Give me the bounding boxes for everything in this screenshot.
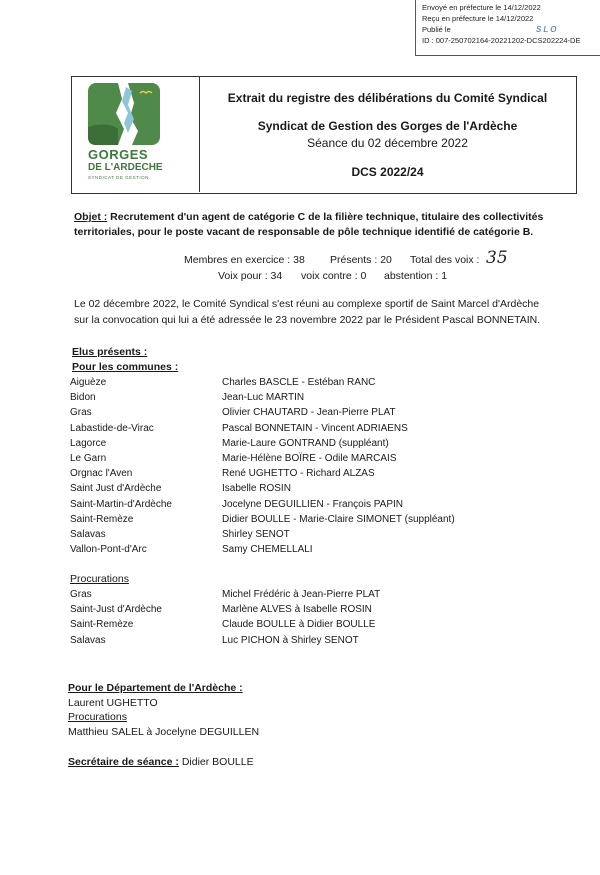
total-voix-value: 35 bbox=[486, 248, 508, 268]
header-box bbox=[71, 76, 577, 194]
presents-count: Présents : 20 bbox=[330, 254, 392, 266]
row-names: Pascal BONNETAIN - Vincent ADRIAENS bbox=[222, 422, 408, 434]
row-names: Luc PICHON à Shirley SENOT bbox=[222, 634, 359, 646]
secretaire-line bbox=[68, 756, 254, 768]
total-voix-label: Total des voix : bbox=[410, 254, 480, 266]
row-commune: Saint-Remèze bbox=[70, 513, 134, 525]
row-names: Charles BASCLE - Estéban RANC bbox=[222, 377, 376, 388]
row-commune: Labastide-de-Virac bbox=[70, 422, 154, 434]
departement-member: Laurent UGHETTO bbox=[68, 697, 158, 709]
row-commune: Salavas bbox=[70, 634, 106, 646]
abstention: abstention : 1 bbox=[384, 270, 448, 282]
row-commune: Lagorce bbox=[70, 437, 107, 449]
row-names: Jean-Luc MARTIN bbox=[222, 392, 305, 404]
register-title: Extrait du registre des délibérations du Comité Syndical bbox=[227, 91, 548, 105]
procurations-heading: Procurations bbox=[70, 573, 129, 585]
row-commune: Gras bbox=[70, 407, 92, 419]
stamp-id: ID : 007-250702164-20221202-DCS202224-DE bbox=[422, 36, 581, 45]
departement-proc: Matthieu SALEL à Jocelyne DEGUILLEN bbox=[68, 726, 260, 738]
elus-heading: Elus présents : bbox=[72, 346, 148, 358]
logo-tagline: SYNDICAT DE GESTION bbox=[88, 175, 149, 180]
row-names: Isabelle ROSIN bbox=[222, 483, 291, 495]
org-name: Syndicat de Gestion des Gorges de l'Ardèche bbox=[257, 119, 518, 133]
stamp-published: Publié le bbox=[422, 25, 451, 34]
secretaire-name: Didier BOULLE bbox=[181, 756, 254, 768]
logo-name-1: GORGES bbox=[88, 147, 149, 162]
row-commune: Saint-Just d'Ardèche bbox=[70, 604, 162, 616]
objet-text: Recrutement d'un agent de catégorie C de la filière technique, titulaire des collectivités territoriales, pour le poste vacant de responsable de pôle technique identifié de catégorie B. bbox=[74, 211, 544, 238]
intro-line-2: sur la convocation qui lui a été adressée le 23 novembre 2022 par le Président Pascal BONNETAIN. bbox=[74, 314, 541, 326]
row-names: Didier BOULLE - Marie-Claire SIMONET (suppléant) bbox=[222, 513, 455, 525]
row-names: René UGHETTO - Richard ALZAS bbox=[222, 468, 375, 480]
row-names: Marie-Hélène BOÏRE - Odile MARCAIS bbox=[222, 453, 397, 464]
row-names: Marlène ALVES à Isabelle ROSIN bbox=[222, 604, 372, 616]
objet-label: Objet : bbox=[74, 211, 108, 223]
row-commune: Bidon bbox=[70, 392, 96, 404]
communes-heading: Pour les communes : bbox=[72, 361, 179, 373]
objet-paragraph bbox=[74, 210, 574, 240]
membres-exercice: Membres en exercice : 38 bbox=[184, 254, 305, 266]
logo-area bbox=[72, 77, 200, 192]
voix-pour: Voix pour : 34 bbox=[218, 270, 283, 282]
stamp-received: Reçu en préfecture le 14/12/2022 bbox=[422, 14, 534, 23]
row-commune: Orgnac l'Aven bbox=[70, 468, 133, 480]
row-commune: Saint-Martin-d'Ardèche bbox=[70, 498, 172, 510]
row-commune: Vallon-Pont-d'Arc bbox=[70, 544, 147, 556]
row-names: Marie-Laure GONTRAND (suppléant) bbox=[222, 437, 389, 449]
row-names: Claude BOULLE à Didier BOULLE bbox=[222, 619, 376, 631]
departement-heading: Pour le Département de l'Ardèche : bbox=[68, 682, 243, 694]
gorges-logo-icon bbox=[88, 83, 160, 145]
slo-logo: SLO bbox=[536, 25, 559, 34]
row-commune: Saint Just d'Ardèche bbox=[70, 483, 162, 495]
deliberation-ref: DCS 2022/24 bbox=[351, 165, 424, 179]
row-names: Shirley SENOT bbox=[222, 529, 290, 540]
stamp-sent: Envoyé en préfecture le 14/12/2022 bbox=[422, 3, 541, 12]
row-commune: Salavas bbox=[70, 529, 106, 540]
row-names: Michel Frédéric à Jean-Pierre PLAT bbox=[222, 589, 381, 600]
session-date: Séance du 02 décembre 2022 bbox=[307, 136, 468, 150]
row-names: Jocelyne DEGUILLIEN - François PAPIN bbox=[222, 498, 403, 510]
row-commune: Saint-Remèze bbox=[70, 619, 134, 631]
departement-proc-heading: Procurations bbox=[68, 711, 127, 723]
row-commune: Gras bbox=[70, 589, 92, 600]
secretaire-label: Secrétaire de séance : bbox=[68, 756, 179, 768]
logo-name-2: DE L'ARDECHE bbox=[88, 162, 163, 173]
row-names: Samy CHEMELLALI bbox=[222, 544, 313, 556]
intro-line-1: Le 02 décembre 2022, le Comité Syndical s'est réuni au complexe sportif de Saint Marcel d'Ardèche bbox=[74, 298, 540, 310]
prefecture-stamp bbox=[415, 0, 600, 56]
row-commune: Le Garn bbox=[70, 453, 107, 464]
row-names: Olivier CHAUTARD - Jean-Pierre PLAT bbox=[222, 407, 396, 419]
voix-contre: voix contre : 0 bbox=[301, 270, 367, 282]
row-commune: Aiguèze bbox=[70, 377, 107, 388]
